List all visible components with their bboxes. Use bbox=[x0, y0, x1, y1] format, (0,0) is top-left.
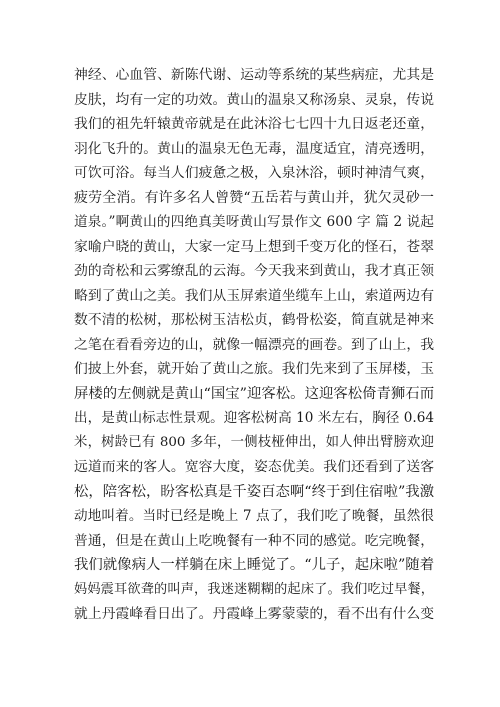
text-line: 远道而来的客人。宽容大度，姿态优美。我们还看到了送客 bbox=[74, 459, 434, 475]
text-line: 之笔在看看旁边的山，就像一幅漂亮的画卷。到了山上，我 bbox=[74, 336, 434, 353]
text-line: 劲的奇松和云雾缭乱的云海。今天我来到黄山，我才真正领 bbox=[74, 263, 434, 279]
text-line: 数不清的松树，那松树玉洁松贞，鹤骨松姿，简直就是神来 bbox=[74, 312, 434, 328]
text-line: 可饮可浴。每当人们疲惫之极，入泉沐浴，顿时神清气爽， bbox=[74, 165, 434, 181]
text-line: 道泉。”啊黄山的四绝真美呀黄山写景作文 600 字 篇 2 说起 bbox=[74, 214, 434, 230]
text-line: 出，是黄山标志性景观。迎客松树高 10 米左右，胸径 0.64 bbox=[74, 410, 434, 426]
body-text bbox=[74, 63, 434, 627]
text-line: 米，树龄已有 800 多年，一侧枝桠伸出，如人伸出臂膀欢迎 bbox=[74, 434, 434, 450]
text-line: 动地叫着。当时已经是晚上 7 点了，我们吃了晚餐，虽然很 bbox=[74, 508, 434, 524]
text-line: 皮肤，均有一定的功效。黄山的温泉又称汤泉、灵泉，传说 bbox=[74, 91, 434, 108]
text-line: 神经、心血管、新陈代谢、运动等系统的某些病症，尤其是 bbox=[74, 67, 434, 83]
text-line: 们披上外套，就开始了黄山之旅。我们先来到了玉屏楼，玉 bbox=[74, 361, 434, 377]
text-line: 疲劳全消。有许多名人曾赞“五岳若与黄山并，犹欠灵砂一 bbox=[74, 189, 434, 206]
text-line: 我们的祖先轩辕黄帝就是在此沐浴七七四十九日返老还童， bbox=[74, 116, 434, 132]
text-line: 就上丹霞峰看日出了。丹霞峰上雾蒙蒙的，看不出有什么变 bbox=[74, 606, 434, 622]
text-line: 略到了黄山之美。我们从玉屏索道坐缆车上山，索道两边有 bbox=[74, 287, 434, 304]
text-line: 松，陪客松，盼客松真是千姿百态啊“终于到住宿啦”我激 bbox=[74, 483, 434, 500]
text-line: 羽化飞升的。黄山的温泉无色无毒，温度适宜，清亮透明， bbox=[74, 140, 434, 157]
text-line: 家喻户晓的黄山，大家一定马上想到千变万化的怪石，苍翠 bbox=[74, 238, 434, 255]
text-line: 屏楼的左侧就是黄山“国宝”迎客松。这迎客松倚青狮石而 bbox=[74, 385, 434, 402]
text-line: 妈妈震耳欲聋的叫声，我迷迷糊糊的起床了。我们吃过早餐， bbox=[74, 581, 434, 597]
text-line: 普通，但是在黄山上吃晚餐有一种不同的感觉。吃完晚餐， bbox=[74, 532, 434, 549]
text-line: 我们就像病人一样躺在床上睡觉了。“儿子，起床啦”随着 bbox=[74, 557, 434, 573]
